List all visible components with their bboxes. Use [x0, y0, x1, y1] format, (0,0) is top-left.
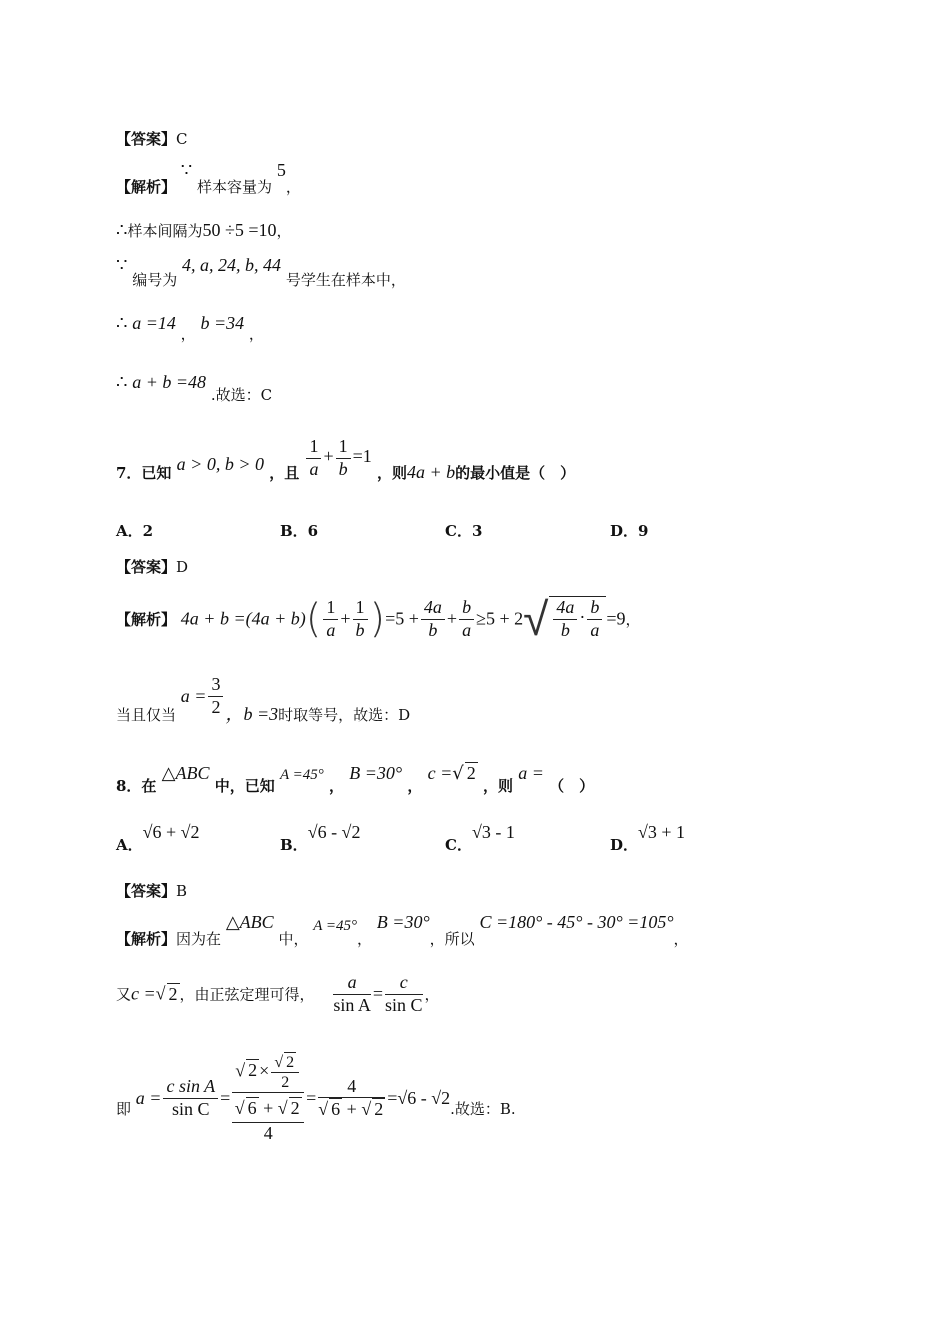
- q8-stem: 8．在 △ABC 中，已知 A =45° ， B =30° ， c =√ 2 ，则 a = （ ）: [116, 763, 595, 795]
- q8-option-a[interactable]: A．√6 + √2: [116, 822, 200, 854]
- q6-analysis-line1: 【解析】 ∵ 样本容量为 5，: [116, 160, 301, 196]
- q6-analysis-line3: ∵ 编号为 4, a, 24, b, 44 号学生在样本中，: [116, 255, 406, 289]
- q8-option-b[interactable]: B．√6 - √2: [280, 822, 361, 854]
- q8-analysis-line3: 即 a = $\frac{\text{c sin A}}{\text{sin C}}$ = √ 2 × $\frac{√ 2}{2}$ √ 6 + √ 2 4 = $\frac{4}{√ 6 + √ 2}$ =√6 - √2.故选：B.: [116, 1054, 516, 1143]
- q6-answer-line: [116, 128, 188, 149]
- q7-option-d[interactable]: D．9: [610, 522, 649, 540]
- q6-analysis-line4: ∴ a =14 ， b =34 ，: [116, 313, 264, 343]
- answer-value: C: [176, 130, 188, 148]
- q6-analysis-line2: ∴样本间隔为50 ÷5 =10，: [116, 220, 292, 240]
- q7-option-b[interactable]: B．6: [280, 522, 319, 540]
- q7-option-a[interactable]: A．2: [116, 522, 154, 540]
- q7-equality-condition: 当且仅当 a = $\frac{3}{2}$ ，b =3时取等号，故选：D: [116, 674, 411, 724]
- q8-analysis-line1: 【解析】因为在 △ABC 中， A =45°， B =30°，所以 C =180° - 45° - 30° =105°，: [116, 912, 689, 948]
- q8-option-d[interactable]: D．√3 + 1: [610, 822, 686, 854]
- q7-stem: 7．已知 a > 0, b > 0 ，且 $\frac{1}{a}$ + $\frac{1}{b}$ =1 ，则4a + b的最小值是（ ）: [116, 436, 576, 483]
- q7-option-c[interactable]: C．3: [445, 522, 483, 540]
- q7-answer-line: 【答案】D: [116, 558, 189, 576]
- q8-option-c[interactable]: C．√3 - 1: [445, 822, 515, 854]
- analysis-tag: 【解析】: [116, 178, 177, 196]
- q8-answer-line: 【答案】B: [116, 882, 188, 900]
- q8-analysis-line2: 又c =√ 2 ，由正弦定理可得， $\frac{a}{\text{sin A}}$ = $\frac{c}{\text{sin C}}$ ，: [116, 972, 440, 1015]
- q7-analysis: 【解析】 4a + b =(4a + b)( $\frac{1}{a}$ + $\frac{1}{b}$ )=5 + $\frac{4a}{b}$ + $\frac{b}{a}$ ≥5 + 2√ $\frac{4a}{b}$ · $\frac{b}{a}$ =9，: [116, 592, 641, 646]
- q6-analysis-line5: ∴ a + b =48 .故选：C: [116, 372, 273, 404]
- answer-tag: 【答案】: [116, 130, 177, 148]
